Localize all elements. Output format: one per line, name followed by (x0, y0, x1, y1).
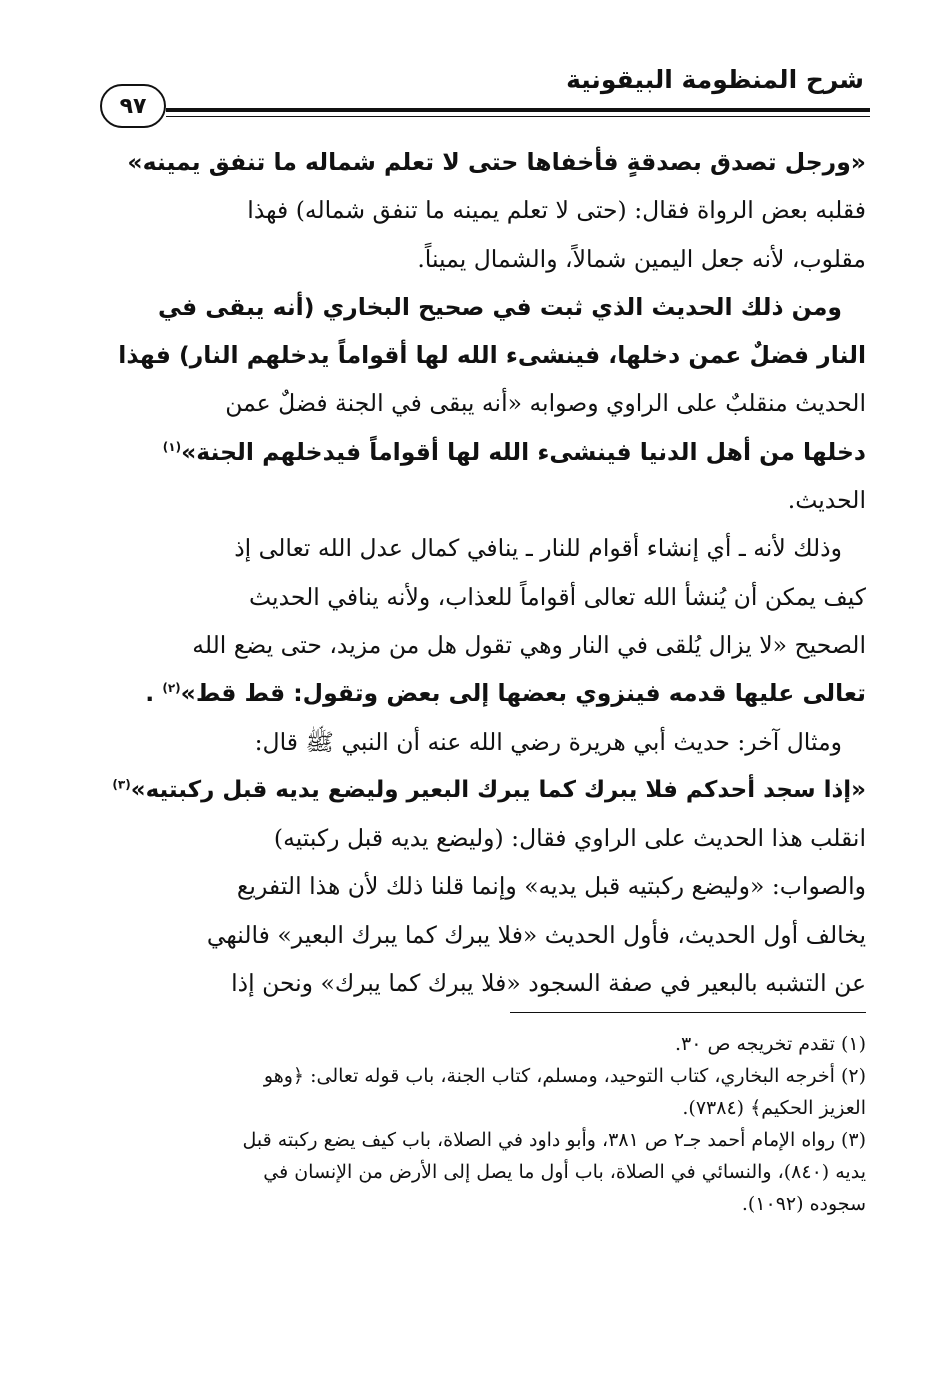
text-line: كيف يمكن أن يُنشأ الله تعالى أقواماً للعذاب، ولأنه ينافي الحديث (248, 582, 866, 611)
footnote-marker[interactable]: (١) (162, 439, 182, 454)
page-number: ٩٧ (100, 84, 166, 128)
header-rule (166, 108, 870, 112)
text-line: يخالف أول الحديث، فأول الحديث «فلا يبرك كما يبرك البعير» فالنهي (206, 920, 866, 949)
text-line: فقلبه بعض الرواة فقال: (حتى لا تعلم يمينه ما تنفق شماله) فهذا (247, 196, 866, 225)
footnote-3-continued: سجوده (١٠٩٢). (741, 1193, 866, 1215)
footnote-2-continued: العزيز الحكيم﴾ (٧٣٨٤). (682, 1097, 866, 1119)
footnote-3: (٣) رواه الإمام أحمد جـ٢ ص ٣٨١، وأبو داود في الصلاة، باب كيف يضع ركبته قبل (242, 1129, 866, 1151)
paragraph-start-line: ومثال آخر: حديث أبي هريرة رضي الله عنه أن النبي ﷺ قال: (254, 727, 842, 756)
text-line: الحديث. (787, 486, 866, 515)
paragraph-start-line: ومن ذلك الحديث الذي ثبت في صحيح البخاري (أنه يبقى في (157, 292, 842, 321)
text-line: «إذا سجد أحدكم فلا يبرك كما يبرك البعير وليضع يديه قبل ركبتيه»$^{(٣)}$ (112, 776, 866, 803)
text-line: النار فضلٌ عمن دخلها، فينشىء الله لها أقواماً يدخلهم النار) فهذا (118, 341, 866, 370)
text-line: تعالى عليها قدمه فينزوي بعضها إلى بعض وتقول: قط قط»$^{(٢)}$ . (145, 679, 866, 708)
footnote-1: (١) تقدم تخريجه ص ٣٠. (674, 1033, 866, 1055)
text-line: مقلوب، لأنه جعل اليمين شمالاً، والشمال يميناً. (417, 244, 866, 273)
running-title: شرح المنظومة البيقونية (566, 65, 864, 94)
footnote-marker[interactable]: (٣) (112, 777, 131, 792)
main-text (104, 138, 866, 1007)
text-line: عن التشبه بالبعير في صفة السجود «فلا يبرك كما يبرك» ونحن إذا (231, 969, 866, 998)
header-rule-thin (166, 116, 870, 117)
footnote-marker[interactable]: (٢) (162, 681, 181, 696)
text-line: الصحيح «لا يزال يُلقى في النار وهي تقول هل من مزيد، حتى يضع الله (192, 630, 866, 659)
text-line: والصواب: «وليضع ركبتيه قبل يديه» وإنما قلنا ذلك لأن هذا التفريع (236, 872, 866, 901)
footnotes (104, 1028, 866, 1220)
paragraph-start-line: وذلك لأنه ـ أي إنشاء أقوام للنار ـ ينافي كمال عدل الله تعالى إذ (234, 534, 842, 563)
footnote-separator (510, 1012, 866, 1013)
text-line: «ورجل تصدق بصدقةٍ فأخفاها حتى لا تعلم شماله ما تنفق يمينه» (127, 148, 866, 176)
footnote-2: (٢) أخرجه البخاري، كتاب التوحيد، ومسلم، كتاب الجنة، باب قوله تعالى: ﴿وهو (263, 1065, 866, 1087)
text-line: دخلها من أهل الدنيا فينشىء الله لها أقواماً فيدخلهم الجنة»$^{(١)}$ (162, 437, 866, 466)
footnote-3-continued: يديه (٨٤٠)، والنسائي في الصلاة، باب أول ما يصل إلى الأرض من الإنسان في (263, 1161, 866, 1183)
page-header (100, 60, 870, 120)
text-line: الحديث منقلبٌ على الراوي وصوابه «أنه يبقى في الجنة فضلٌ عمن (225, 389, 866, 418)
text-line: انقلب هذا الحديث على الراوي فقال: (وليضع يديه قبل ركبتيه) (273, 824, 866, 853)
